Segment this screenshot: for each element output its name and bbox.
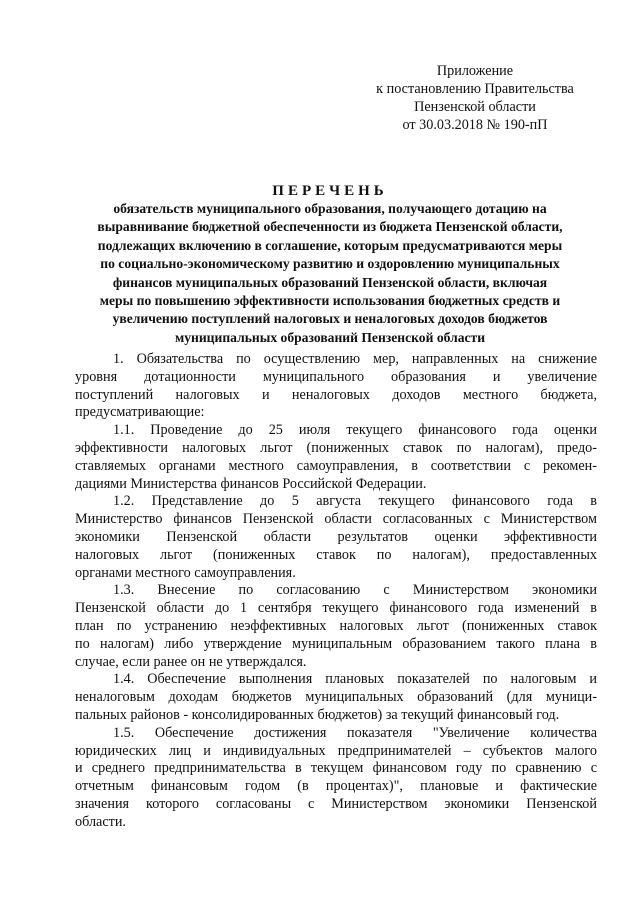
text-line: 1.4. Обеспечение выполнения плановых показателей по налоговым и xyxy=(113,671,597,688)
paragraph-1-4 xyxy=(75,671,597,724)
subtitle-line: подлежащих включению в соглашение, которым предусматриваются меры xyxy=(97,237,563,253)
text-line: неналоговым доходам бюджетов муниципальных образований (для муници- xyxy=(75,689,597,706)
subtitle-line: муниципальных образований Пензенской области xyxy=(174,329,486,345)
text-line: и среднего предпринимательства в текущем финансовом году по сравнению с xyxy=(75,760,597,777)
paragraph-1-5 xyxy=(75,725,597,832)
text-line: значения которого согласованы с Министерством экономики Пензенской xyxy=(75,795,597,812)
text-line: дациями Министерства финансов Российской Федерации. xyxy=(75,475,427,492)
document-subtitle xyxy=(58,200,602,347)
subtitle-line: выравнивание бюджетной обеспеченности из бюджета Пензенской области, xyxy=(97,219,563,235)
text-line: 1. Обязательства по осуществлению мер, направленных на снижение xyxy=(113,351,597,367)
text-line: уровня дотационности муниципального образования и увеличение xyxy=(75,368,597,385)
text-line: 1.3. Внесение по согласованию с Министерством экономики xyxy=(113,582,597,599)
text-line: Пензенской области до 1 сентября текущего финансового года изменений в xyxy=(75,600,597,617)
text-line: налоговых льгот (пониженных ставок по налогам), предоставленных xyxy=(75,546,597,563)
subtitle-line: обязательств муниципального образования, получающего дотацию на xyxy=(113,201,547,216)
document-title: ПЕРЕЧЕНЬ xyxy=(272,183,388,199)
text-line: экономики Пензенской области результатов оценки эффективности xyxy=(75,528,597,545)
subtitle-line: меры по повышению эффективности использования бюджетных средств и xyxy=(99,293,561,309)
appendix-line: Пензенской области xyxy=(414,99,536,115)
subtitle-line: финансов муниципальных образований Пензенской области, включая xyxy=(112,274,548,290)
subtitle-line: по социально-экономическому развитию и оздоровлению муниципальных xyxy=(100,256,560,272)
text-line: план по устранению неэффективных налоговых льгот (пониженных ставок xyxy=(75,617,597,634)
appendix-line: Приложение xyxy=(436,63,514,79)
appendix-line: к постановлению Правительства xyxy=(376,81,574,97)
text-line: Министерство финансов Пензенской области согласованных с Министерством xyxy=(75,511,597,528)
document-body xyxy=(75,351,597,832)
text-line: 1.5. Обеспечение достижения показателя "Увеличение количества xyxy=(113,724,597,741)
text-line: юридических лиц и индивидуальных предпринимателей – субъектов малого xyxy=(75,742,597,759)
paragraph-1-3 xyxy=(75,582,597,671)
text-line: предусматривающие: xyxy=(75,404,205,421)
text-line: 1.1. Проведение до 25 июля текущего финансового года оценки xyxy=(113,422,597,439)
paragraph-1-2 xyxy=(75,493,597,582)
appendix-line: от 30.03.2018 № 190-пП xyxy=(402,117,548,133)
text-line: эффективности налоговых льгот (пониженных ставок по налогам), предо- xyxy=(75,439,597,456)
text-line: пальных районов - консолидированных бюджетов) за текущий финансовый год. xyxy=(75,706,560,723)
text-line: поступлений налоговых и неналоговых доходов местного бюджета, xyxy=(75,386,597,403)
text-line: по налогам) либо утверждение муниципальным образованием такого плана в xyxy=(75,635,597,652)
text-line: случае, если ранее он не утверждался. xyxy=(75,653,307,670)
text-line: 1.2. Представление до 5 августа текущего финансового года в xyxy=(113,493,597,510)
text-line: отчетным финансовым годом (в процентах)", плановые и фактические xyxy=(75,778,597,795)
paragraph-1-1 xyxy=(75,422,597,493)
text-line: области. xyxy=(75,813,126,830)
text-line: органами местного самоуправления. xyxy=(75,564,296,581)
text-line: ставляемых органами местного самоуправления, в соответствии с рекомен- xyxy=(75,457,597,474)
subtitle-line: увеличению поступлений налоговых и неналоговых доходов бюджетов xyxy=(112,311,548,327)
appendix-header xyxy=(360,62,590,134)
paragraph-1 xyxy=(75,351,597,422)
